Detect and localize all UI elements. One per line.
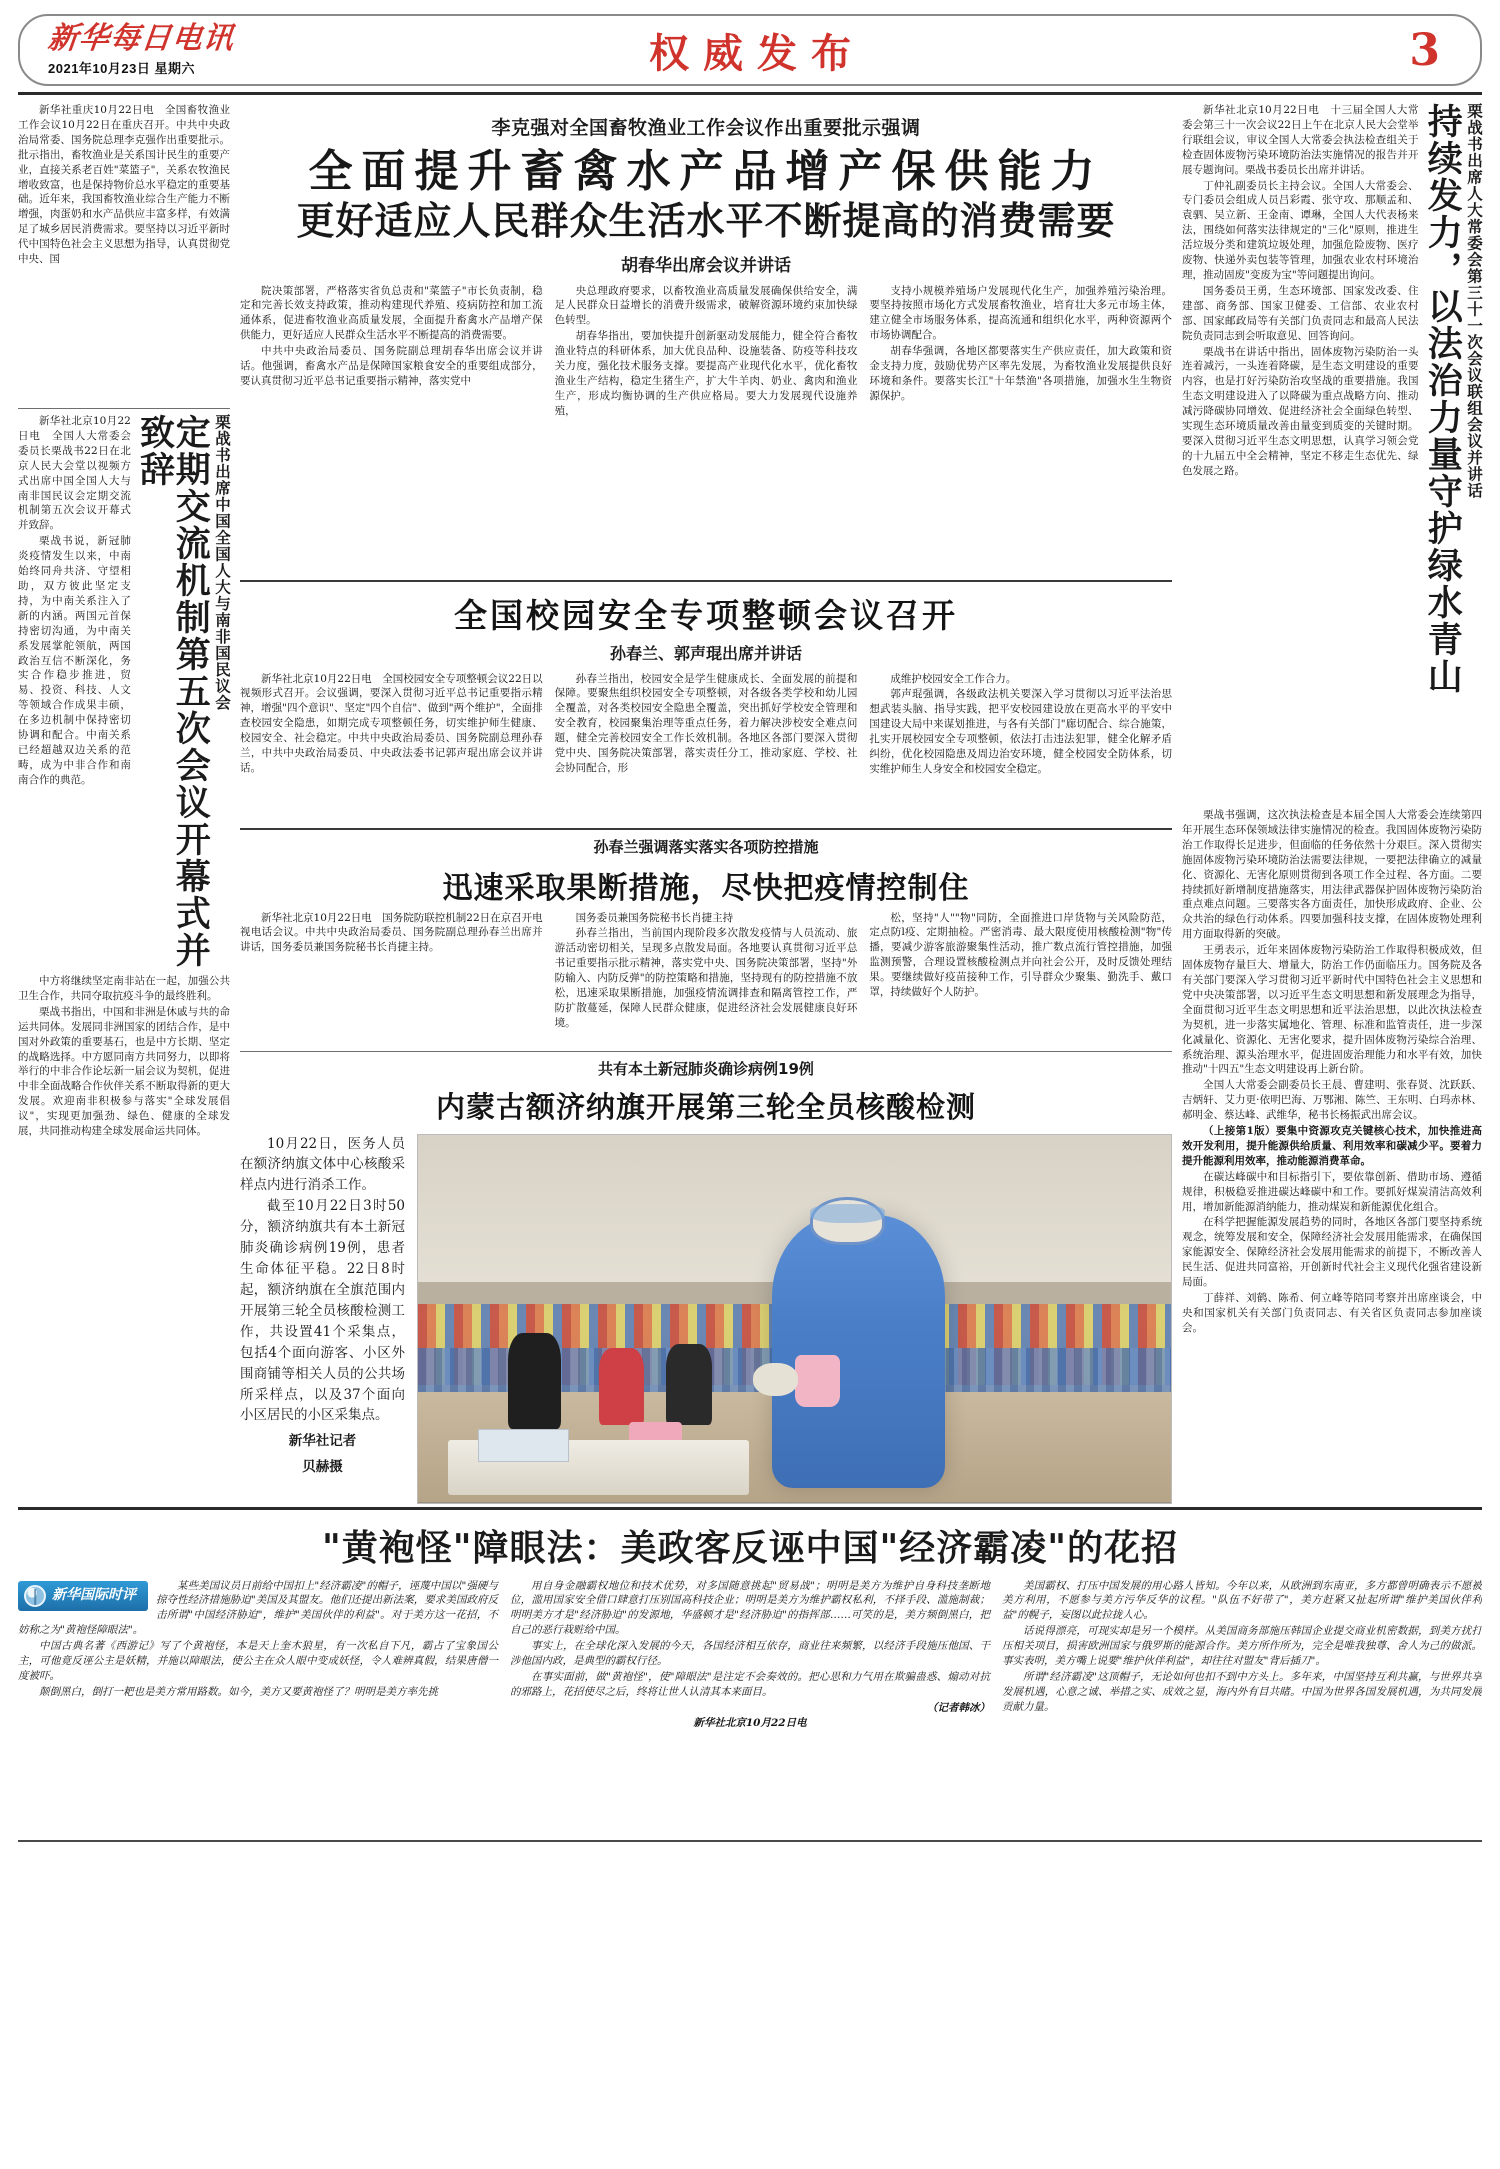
page-footer-rule <box>18 1840 1482 1842</box>
paragraph: 在碳达峰碳中和目标指引下，要依靠创新、借助市场、遵循规律，积极稳妥推进碳达峰碳中和工作。要抓好煤炭清洁高效利用，增加新能源消纳能力，推动煤炭和新能源优化组合。 <box>1182 1170 1482 1213</box>
campus-col-1 <box>240 672 543 822</box>
masthead <box>18 14 1482 86</box>
publication-date: 2021年10月23日 星期六 <box>48 61 195 77</box>
commentary-reporter: （记者韩冰） <box>927 1701 990 1714</box>
paragraph: 孙春兰指出，当前国内现阶段多次散发疫情与人员流动、旅游活动密切相关，呈现多点散发局面。各地要认真贯彻习近平总书记重要指示批示精神，落实党中央、国务院决策部署，坚持"外防输入、内防反弹"的防控策略和措施，坚持现有的防控措施不放松，迅速采取果断措施，加强疫情流调排查和隔离管控工作，严防扩散蔓延，保障人民群众健康，促进经济社会发展健康良好环境。 <box>554 927 858 1029</box>
paragraph: 中国古典名著《西游记》写了个黄袍怪，本是天上奎木狼星，有一次私自下凡，霸占了宝象国公主，可他竟反诬公主是妖精，并施以障眼法，使公主在众人眼中变成妖怪，令人难辨真假，结果唐僧一度被吓。 <box>18 1640 498 1682</box>
epidemic-kicker: 孙春兰强调落实落实各项防控措施 <box>593 837 819 856</box>
photo-story-headline: 内蒙古额济纳旗开展第三轮全员核酸检测 <box>435 1089 976 1124</box>
epidemic-col-3 <box>869 911 1172 1046</box>
photo-person-background-c <box>666 1344 711 1425</box>
photo-medical-worker-body <box>772 1215 945 1487</box>
paragraph: 在科学把握能源发展趋势的同时，各地区各部门要坚持系统观念，统筹发展和安全，保障经济社会发展用能需求，在确保国家能源安全、保障经济社会发展用能需求的前提下，不断改善人民生活、促进共同富裕，开创新时代社会主义现代化强省建设新局面。 <box>1182 1216 1482 1289</box>
paragraph: 事实上，在全球化深入发展的今天，各国经济相互依存，商业往来频繁，以经济手段施压他国、干涉他国内政，是典型的霸权行径。 <box>510 1640 990 1668</box>
paragraph: 孙春兰指出，校园安全是学生健康成长、全面发展的前提和保障。要聚焦组织校园安全专项整顿，对各级各类学校和幼儿园全覆盖，对各类校园安全隐患全覆盖，突出抓好学校安全管理和安全教育，校园聚集治理等重点任务，着力解决涉校安全难点问题，健全完善校园安全工作长效机制。各地区各部门要深入贯彻党中央、国务院决策部署，落实责任分工，推动家庭、学校、社会协同配合，形 <box>554 672 858 774</box>
commentary-dateline: 新华社北京10月22日电 <box>693 1716 807 1729</box>
left-story-lede <box>18 414 131 974</box>
paragraph: 中共中央政治局委员、国务院副总理胡春华出席会议并讲话。他强调，畜禽水产品是保障国家粮食安全的重要组成部分，要认真贯彻习近平总书记重要指示精神，落实党中 <box>240 345 543 387</box>
paragraph: 新华社北京10月22日电 十三届全国人大常委会第三十一次会议22日上午在北京人民大会堂举行联组会议，审议全国人大常委会执法检查组关于检查固体废物污染环境防治法实施情况的报告并开展专题询问。栗战书委员长出席并讲话。 <box>1182 104 1419 176</box>
paragraph: 颠倒黑白，倒打一耙也是美方常用路数。如今，美方又要黄袍怪了？明明是美方率先挑 <box>39 1685 438 1698</box>
paragraph: 栗战书说，新冠肺炎疫情发生以来，中南始终同舟共济、守望相助，双方彼此坚定支持，为中南关系注入了新的内涵。两国元首保持密切沟通，为中南关系发展掌舵领航，两国政治互信不断深化，务实合作稳步推进，贸易、投资、科技、人文等领域合作成果丰硕，在多边机制中保持密切协调和配合。中南关系已经超越双边关系的范畴，成为中非合作和南南合作的典范。 <box>18 535 131 786</box>
newspaper-logo: 新华每日电讯 <box>46 20 236 56</box>
photo-supply-box <box>478 1429 568 1462</box>
divider <box>18 408 230 409</box>
paragraph: 央总理政府要求，以畜牧渔业高质量发展确保供给安全，满足人民群众日益增长的消费升级需求，破解资源环境约束加快绿色转型。 <box>554 284 858 327</box>
photo-credit-photographer: 贝赫摄 <box>302 1458 343 1475</box>
section-title: 权威发布 <box>649 29 865 77</box>
paragraph: 所谓"经济霸凌"这顶帽子，无论如何也扣不到中方头上。多年来，中国坚持互利共赢，与世界共享发展机遇，心意之诚、举措之实、成效之显，海内外有目共睹。中国为世界各国发展机遇，为共同发展贡献力量。 <box>1002 1670 1482 1713</box>
commentary-col-2 <box>510 1579 990 1834</box>
lead-body-columns <box>240 284 1172 574</box>
photo-person-background-a <box>508 1333 561 1429</box>
right-column <box>1182 103 1482 1504</box>
left-vertical-headline-block <box>18 414 230 974</box>
left-story-headline: 定期交流机制第五次会议开幕式并致辞 <box>134 414 212 969</box>
paragraph: 丁仲礼副委员长主持会议。全国人大常委会、专门委员会组成人员吕彩霞、张守攻、那顺孟和、袁驷、吴立新、王金南、谭琳，全国人大代表杨来法，围绕如何落实法律规定的"三化"原则，推进生活垃圾分类和建筑垃圾处理，加强危险废物、医疗废物、快递外卖包装等管理，加强农业农村环境治理，推动固废"变废为宝"等问题提出询问。 <box>1182 179 1419 281</box>
paragraph: 王勇表示，近年来固体废物污染防治工作取得积极成效，但固体废物存量巨大、增量大，防治工作仍面临压力。国务院及各有关部门要深入学习贯彻习近平新时代中国特色社会主义思想和党中央决策部署，以习近平生态文明思想和新发展理念为指导，全面贯彻习近平生态文明思想和近平法治思想，以此次执法检查为契机，进一步落实属地化、管理、标准和监管责任，进一步深化减量化、资源化、无害化要求，提升固体废物污染综合治理、系统治理、源头治理水平，促进固废治理能力和水平有效，加快推动"十四五"生态文明建设再上新台阶。 <box>1182 944 1482 1076</box>
photo-caption-column <box>240 1134 405 1504</box>
paragraph: 成维护校园安全工作合力。 <box>890 672 1017 685</box>
paragraph: 在事实面前，做"黄袍怪"，使"障眼法"是注定不会奏效的。把心思和力气用在欺骗蛊惑、煽动对抗的邪路上，花招使尽之后，终将让世人认清其本来面目。 <box>510 1670 990 1698</box>
right-story-continued <box>1182 808 1482 1348</box>
paragraph: 话说得漂亮，可现实却是另一个模样。从美国商务部施压韩国企业提交商业机密数据，到美方扰打压相关项目，损害欧洲国家与俄罗斯的能源合作。美方所作所为，完全是唯我独尊、舍人为己的做派。事实表明，美方嘴上说要"维护伙伴利益"，却往往对盟友"背后插刀"。 <box>1002 1625 1482 1668</box>
section-divider-3 <box>240 1051 1172 1052</box>
right-vertical-headline-block <box>1182 103 1482 808</box>
photo-story-body <box>240 1134 1172 1504</box>
photo-glove <box>753 1363 798 1396</box>
photo-face-shield <box>810 1204 885 1222</box>
right-story-shoulder: 栗战书出席人大常委会第三十一次会议联组会议并讲话 <box>1465 103 1484 499</box>
paragraph: 美国霸权、打压中国发展的用心路人皆知。今年以来，从欧洲到东南亚，多方都曾明确表示不愿被美方利用，不愿参与美方污华反华的议程。"队伍不好带了"，美方赶紧又扯起所谓"维护美国伙伴利益"的幌子，妄图以此拉拢人心。 <box>1002 1579 1482 1622</box>
paragraph: 全国人大常委会副委员长王晨、曹建明、张春贤、沈跃跃、吉炳轩、艾力更·依明巴海、万鄂湘、陈竺、王东明、白玛赤林、郝明金、蔡达峰、武维华，秘书长杨振武出席会议。 <box>1182 1079 1482 1122</box>
campus-body-columns <box>240 672 1172 822</box>
paragraph: 某些美国议员日前给中国扣上"经济霸凌"的帽子，诬蔑中国以"强硬与掠夺性经济措施胁迫"美国及其盟友。他们还提出新法案，要求美国政府反击所谓"中国经济胁迫"，维护"美国伙伴的利益"。对于美方这一花招，不妨称之为"黄袍怪障眼法"。 <box>18 1579 498 1637</box>
left-top-continuation <box>18 103 230 403</box>
epidemic-body-columns <box>240 911 1172 1046</box>
commentary-section <box>18 1520 1482 1842</box>
section-divider <box>240 580 1172 582</box>
paragraph: 10月22日，医务人员在额济纳旗文体中心核酸采样点内进行消杀工作。 <box>240 1135 405 1194</box>
lead-headline-line1: 全面提升畜禽水产品增产保供能力 <box>308 146 1104 197</box>
paragraph: 新华社北京10月22日电 全国校园安全专项整顿会议22日以视频形式召开。会议强调，要深入贯彻习近平总书记重要指示精神，增强"四个意识"、坚定"四个自信"、做到"两个维护"，全面排查校园安全隐患，如期完成专项整顿任务，切实维护师生健康、校园安全、社会稳定。中共中央政治局委员、国务院副总理孙春兰，中共中央政治局委员、中央政法委书记郭声琨出席会议并讲话。 <box>240 672 543 774</box>
lead-headline-line2: 更好适应人民群众生活水平不断提高的消费需要 <box>296 197 1116 243</box>
left-story-shoulder: 栗战书出席中国全国人大与南非国民议会 <box>213 414 232 711</box>
top-area <box>18 103 1482 1504</box>
bottom-section-rule <box>18 1507 1482 1510</box>
left-story-continued <box>18 974 230 1274</box>
paragraph: 胡春华强调，各地区都要落实生产供应责任，加大政策和资金支持力度，鼓励优势产区率先发展，为畜牧渔业发展提供良好环境和条件。要落实长江"十年禁渔"各项措施，加强水生生物资源保护。 <box>869 345 1172 402</box>
commentary-col-3 <box>1002 1579 1482 1834</box>
photo-caption <box>240 1134 405 1427</box>
epidemic-col-1 <box>240 911 543 1046</box>
paragraph: 新华社重庆10月22日电 全国畜牧渔业工作会议10月22日在重庆召开。中共中央政治局常委、国务院总理李克强作出重要批示。批示指出，畜牧渔业是关系国计民生的重要产业，直接关系老百姓"菜篮子"，关系农牧渔民增收致富，也是保持物价总水平稳定的重要基础。近年来，我国畜牧渔业综合生产能力不断增强，肉蛋奶和水产品供应丰富多样，有效满足了城乡居民消费需求。要坚持以习近平新时代中国特色社会主义思想为指导，认真贯彻党中央、国 <box>18 104 230 266</box>
paragraph: 胡春华指出，要加快提升创新驱动发展能力，健全符合畜牧渔业特点的科研体系，加大优良品种、设施装备、防疫等科技攻关力度，强化技术服务支撑。要提高产业现代化水平，优化畜牧渔业生产结构，稳定生猪生产，扩大牛羊肉、奶业、禽肉和渔业生产，形成均衡协调的生产供应格局。要大力发展现代设施养殖， <box>554 330 858 417</box>
campus-headline: 全国校园安全专项整顿会议召开 <box>454 595 958 635</box>
paragraph: 新华社北京10月22日电 国务院防联控机制22日在京召开电视电话会议。中共中央政治局委员、国务院副总理孙春兰出席并讲话，国务委员兼国务院秘书长肖捷主持。 <box>240 911 543 954</box>
paragraph: 松，坚持"人""物"同防，全面推进口岸货物与关风险防范，定点防l疫、定期抽检。严密消毒、最大限度使用核酸检测"物"传播，要减少游客旅游聚集性活动，推广数点流行管控措施，加强监测预警，合理设置核酸检测点并向社会公开，及时反馈处理结果。要继续做好疫苗接种工作，引导群众少聚集、勤洗手、戴口罩，持续做好个人防护。 <box>869 911 1172 999</box>
commentary-columns <box>18 1579 1482 1834</box>
badge-label: 新华国际时评 <box>52 1586 136 1603</box>
lead-col-4 <box>869 284 1172 574</box>
photo-spray-bottle <box>795 1355 840 1407</box>
lead-kicker: 李克强对全国畜牧渔业工作会议作出重要批示强调 <box>491 117 921 139</box>
photo-story-kicker: 共有本土新冠肺炎确诊病例19例 <box>598 1059 814 1078</box>
paragraph: 新华社北京10月22日电 全国人大常委会委员长栗战书22日在北京人民大会堂以视频方式出席中国全国人大与南非国民议会定期交流机制第五次会议开幕式并致辞。 <box>18 415 131 532</box>
lead-subhead: 胡春华出席会议并讲话 <box>621 255 791 276</box>
lead-col-2 <box>240 284 543 574</box>
masthead-rule <box>18 92 1482 95</box>
epidemic-col-2 <box>555 911 858 1046</box>
globe-icon <box>24 1585 46 1607</box>
photo-credit-agency: 新华社记者 <box>288 1433 357 1450</box>
campus-col-3 <box>869 672 1172 822</box>
news-photograph <box>417 1134 1172 1504</box>
right-story-lede <box>1182 103 1419 808</box>
paragraph: 截至10月22日3时50分，额济纳旗共有本土新冠肺炎确诊病例19例，患者生命体征平稳。22日8时起，额济纳旗在全旗范围内开展第三轮全员核酸检测工作，共设置41个采集点，包括4个面向游客、小区外围商铺等相关人员的公共场所采样点，以及37个面向小区居民的小区采集点。 <box>240 1198 405 1424</box>
paragraph: 用自身金融霸权地位和技术优势，对多国随意挑起"贸易战"；明明是美方为维护自身科技垄断地位，滥用国家安全借口肆意打压别国高科技企业；明明是美方为维护霸权私利，不择手段、滥施制裁；明明美方才是"经济胁迫"的发源地，华盛顿才是"经济胁迫"的指挥部……可笑的是，美方频倒黑白，把自己的恶行栽赃给中国。 <box>510 1579 990 1637</box>
paragraph-continued-note: （上接第1版）要集中资源攻克关键核心技术，加快推进高效开发利用，提升能源供给质量、利用效率和碳减少平。要着力提升能源利用效率，推动能源消费革命。 <box>1182 1125 1482 1167</box>
center-column <box>240 103 1172 1504</box>
photo-frame <box>417 1134 1172 1504</box>
commentary-col-1 <box>18 1579 498 1834</box>
paragraph: 郭声琨强调，各级政法机关要深入学习贯彻以习近平法治思想武装头脑、指导实践，把平安校园建设放在更高水平的平安中国建设大局中来谋划推进，与各有关部门"廊切配合、综合施策，扎实开展校园安全专项整顿，依法打击违法犯罪，健全化解矛盾纠纷，优化校园隐患及周边治安环境，健全校园安全防体系，切实维护师生人身安全和校园安全稳定。 <box>869 688 1172 775</box>
paragraph: 栗战书指出，中国和非洲是休戚与共的命运共同体。发展同非洲国家的团结合作，是中国对外政策的重要基石，也是中方长期、坚定的战略选择。中方愿同南方共同努力，以即将举行的中非合作论坛新一届会议为契机，促进中非全面战略合作伙伴关系不断取得新的更大发展。欢迎南非积极参与落实"全球发展倡议"，实现更加强劲、绿色、健康的全球发展，共同推动构建全球发展命运共同体。 <box>18 1005 230 1138</box>
right-story-headline: 持续发力，以法治力量守护绿水青山 <box>1422 103 1464 695</box>
paragraph: 中方将继续坚定南非站在一起，加强公共卫生合作，共同夺取抗疫斗争的最终胜利。 <box>18 975 230 1002</box>
photo-person-background-b <box>599 1348 644 1425</box>
lead-col-3 <box>555 284 858 574</box>
paragraph: 院决策部署，严格落实省负总责和"菜篮子"市长负责制，稳定和完善长效支持政策，推动构建现代养殖、疫病防控和加工流通体系，促进畜牧渔业高质量发展，全面提升畜禽水产品增产保供能力，更好适应人民群众生活水平不断提高的消费需要。 <box>240 284 543 342</box>
page-number: 3 <box>1409 24 1440 76</box>
paragraph: 国务委员兼国务院秘书长肖捷主持 <box>575 911 734 924</box>
epidemic-headline: 迅速采取果断措施，尽快把疫情控制住 <box>442 870 970 906</box>
xinhua-commentary-badge <box>18 1581 148 1611</box>
commentary-headline: "黄袍怪"障眼法：美政客反诬中国"经济霸凌"的花招 <box>321 1526 1179 1569</box>
paragraph: 国务委员王勇，生态环境部、国家发改委、住建部、商务部、国家卫健委、工信部、农业农村部、国家邮政局等有关部门负责同志和最高人民法院负责同志到会听取意见、回答询问。 <box>1182 284 1419 342</box>
paragraph: 栗战书在讲话中指出，固体废物污染防治一头连着减污，一头连着降碳，是生态文明建设的重要内容，也是打好污染防治攻坚战的重要措施。我国生态文明建设进入了以降碳为重点战略方向、推动减污降碳协同增效、促进经济社会全面绿色转型、实现生态环境质量改善由量变到质变的关键时期。要深入贯彻习近平生态文明思想，认真学习领会党的十九届五中全会精神，坚定不移走生态优先、绿色发展之路。 <box>1182 345 1419 477</box>
left-column <box>18 103 230 1504</box>
paragraph: 支持小规模养殖场户发展现代化生产，加强养殖污染治理。要坚持按照市场化方式发展畜牧渔业，培育壮大多元市场主体，建立健全市场服务体系，提高流通和组织化水平，两种资源两个市场协调配合。 <box>869 284 1172 342</box>
section-divider-2 <box>240 828 1172 830</box>
paragraph: 丁薛祥、刘鹤、陈希、何立峰等陪同考察并出席座谈会，中央和国家机关有关部门负责同志、有关省区负责同志参加座谈会。 <box>1182 1292 1482 1334</box>
paragraph: 栗战书强调，这次执法检查是本届全国人大常委会连续第四年开展生态环保领域法律实施情况的检查。我国固体废物污染防治工作取得长足进步，但面临的任务依然十分艰巨。深入贯彻实施固体废物污染环境防治法需要法律规，一要把法律确立的减量化、资源化、无害化原则贯彻到各项工作全过程、各方面。二要持续抓好新增制度措施落实，用法律武器保护固体废物污染防治重点难点问题。三要落实各方面责任，加快形成政府、企业、公众共治的绿色行动体系。四要加强科技支撑，在固体废物处理利用方面取得新的突破。 <box>1182 809 1482 941</box>
campus-subhead: 孙春兰、郭声琨出席并讲话 <box>609 643 802 663</box>
campus-col-2 <box>555 672 858 822</box>
